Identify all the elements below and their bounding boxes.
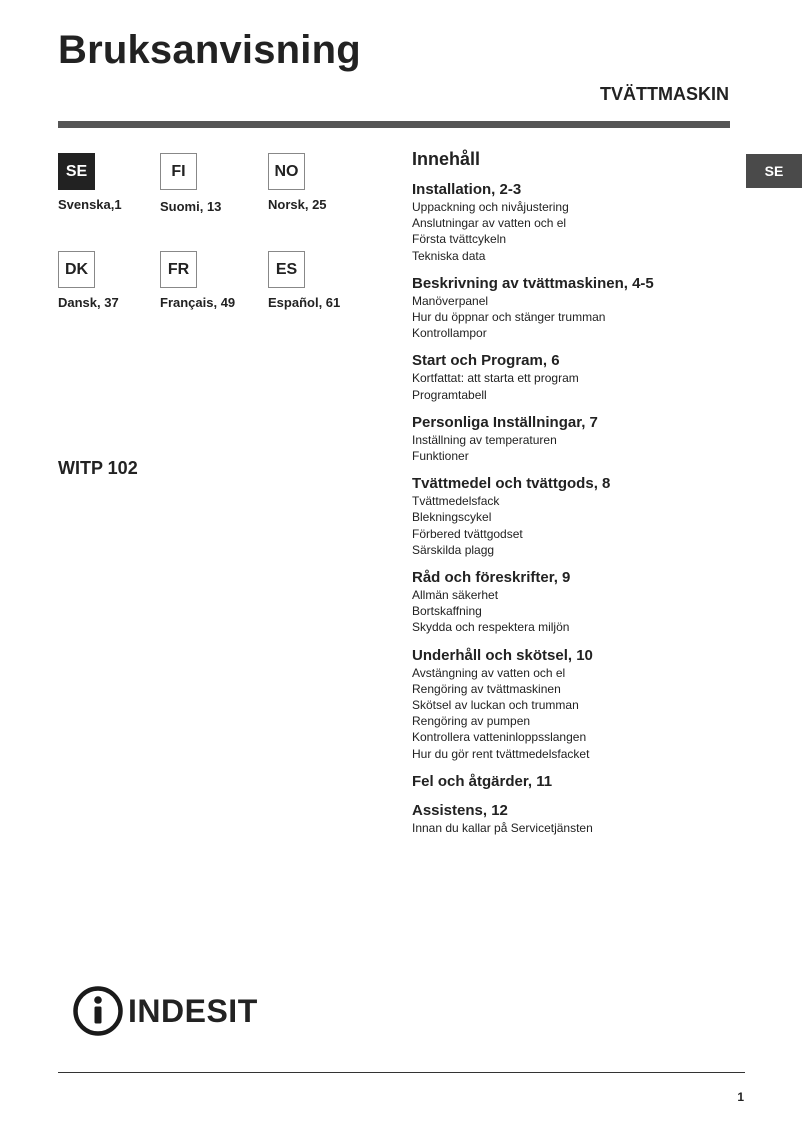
toc-section-title[interactable]: Underhåll och skötsel, 10 bbox=[412, 646, 593, 664]
language-code-box: SE bbox=[58, 153, 95, 190]
toc-entry[interactable]: Särskilda plagg bbox=[412, 542, 495, 557]
logo-wordmark: INDESIT bbox=[128, 992, 258, 1029]
footer-divider bbox=[58, 1072, 745, 1073]
toc-section bbox=[412, 181, 732, 264]
toc-section bbox=[412, 352, 732, 402]
toc-entry[interactable]: Rengöring av tvättmaskinen bbox=[412, 681, 561, 696]
language-item-no[interactable] bbox=[268, 153, 378, 212]
toc-entry[interactable]: Bortskaffning bbox=[412, 604, 482, 619]
toc-entry[interactable]: Avstängning av vatten och el bbox=[412, 665, 566, 680]
language-code-box: DK bbox=[58, 251, 95, 288]
document-title: Bruksanvisning bbox=[58, 28, 361, 72]
toc-section-title[interactable]: Installation, 2-3 bbox=[412, 181, 522, 198]
language-code-box: NO bbox=[268, 153, 305, 190]
toc-section-title[interactable]: Start och Program, 6 bbox=[412, 352, 560, 370]
toc-section bbox=[412, 802, 732, 836]
toc-entry[interactable]: Manöverpanel bbox=[412, 293, 489, 308]
indesit-logo bbox=[72, 985, 258, 1037]
toc-section-title[interactable]: Fel och åtgärder, 11 bbox=[412, 772, 553, 790]
toc-section-title[interactable]: Råd och föreskrifter, 9 bbox=[412, 569, 571, 587]
language-label: Suomi, 13 bbox=[160, 199, 222, 214]
language-label: Dansk, 37 bbox=[58, 295, 119, 310]
toc-entry[interactable]: Inställning av temperaturen bbox=[412, 432, 557, 447]
toc-entry[interactable]: Programtabell bbox=[412, 387, 487, 402]
toc-section-title[interactable]: Personliga Inställningar, 7 bbox=[412, 413, 598, 431]
toc-entry[interactable]: Blekningscykel bbox=[412, 510, 492, 525]
language-item-fr[interactable] bbox=[160, 251, 270, 310]
toc-entry[interactable]: Innan du kallar på Servicetjänsten bbox=[412, 820, 593, 835]
toc-entry[interactable]: Första tvättcykeln bbox=[412, 232, 507, 247]
toc-section bbox=[412, 275, 732, 342]
toc-entry[interactable]: Skydda och respektera miljön bbox=[412, 620, 570, 635]
toc-entry[interactable]: Anslutningar av vatten och el bbox=[412, 216, 567, 231]
toc-sections bbox=[412, 181, 732, 836]
language-item-fi[interactable] bbox=[160, 153, 270, 214]
table-of-contents bbox=[412, 149, 732, 847]
language-code-box: ES bbox=[268, 251, 305, 288]
toc-section bbox=[412, 414, 732, 464]
info-icon bbox=[72, 985, 124, 1037]
toc-entry[interactable]: Tvättmedelsfack bbox=[412, 494, 500, 509]
toc-entry[interactable]: Skötsel av luckan och trumman bbox=[412, 698, 579, 713]
model-number: WITP 102 bbox=[58, 458, 138, 478]
toc-entry[interactable]: Kontrollera vatteninloppsslangen bbox=[412, 730, 587, 745]
language-label: Norsk, 25 bbox=[268, 197, 327, 212]
language-side-tab: SE bbox=[746, 154, 802, 188]
toc-entry[interactable]: Kortfattat: att starta ett program bbox=[412, 371, 579, 386]
language-item-se[interactable] bbox=[58, 153, 168, 212]
toc-entry[interactable]: Tekniska data bbox=[412, 248, 486, 263]
toc-section bbox=[412, 773, 732, 791]
toc-entry[interactable]: Kontrollampor bbox=[412, 326, 487, 341]
toc-section bbox=[412, 569, 732, 636]
language-item-es[interactable] bbox=[268, 251, 378, 310]
language-item-dk[interactable] bbox=[58, 251, 168, 310]
toc-entry[interactable]: Allmän säkerhet bbox=[412, 588, 499, 603]
toc-section bbox=[412, 647, 732, 762]
toc-section-title[interactable]: Tvättmedel och tvättgods, 8 bbox=[412, 475, 611, 493]
toc-section bbox=[412, 475, 732, 558]
language-label: Español, 61 bbox=[268, 295, 341, 310]
language-code-box: FI bbox=[160, 153, 197, 190]
toc-entry[interactable]: Rengöring av pumpen bbox=[412, 714, 531, 729]
page-number: 1 bbox=[737, 1090, 744, 1104]
language-code-box: FR bbox=[160, 251, 197, 288]
toc-section-title[interactable]: Assistens, 12 bbox=[412, 801, 508, 819]
toc-section-title[interactable]: Beskrivning av tvättmaskinen, 4-5 bbox=[412, 274, 654, 292]
toc-entry[interactable]: Förbered tvättgodset bbox=[412, 526, 523, 541]
header-divider bbox=[58, 121, 730, 128]
language-label: Français, 49 bbox=[160, 295, 236, 310]
language-label: Svenska,1 bbox=[58, 197, 122, 212]
toc-entry[interactable]: Hur du öppnar och stänger trumman bbox=[412, 310, 606, 325]
toc-heading: Innehåll bbox=[412, 149, 481, 169]
toc-entry[interactable]: Funktioner bbox=[412, 449, 469, 464]
toc-entry[interactable]: Hur du gör rent tvättmedelsfacket bbox=[412, 746, 590, 761]
toc-entry[interactable]: Uppackning och nivåjustering bbox=[412, 200, 569, 214]
document-subtitle: TVÄTTMASKIN bbox=[600, 84, 729, 104]
